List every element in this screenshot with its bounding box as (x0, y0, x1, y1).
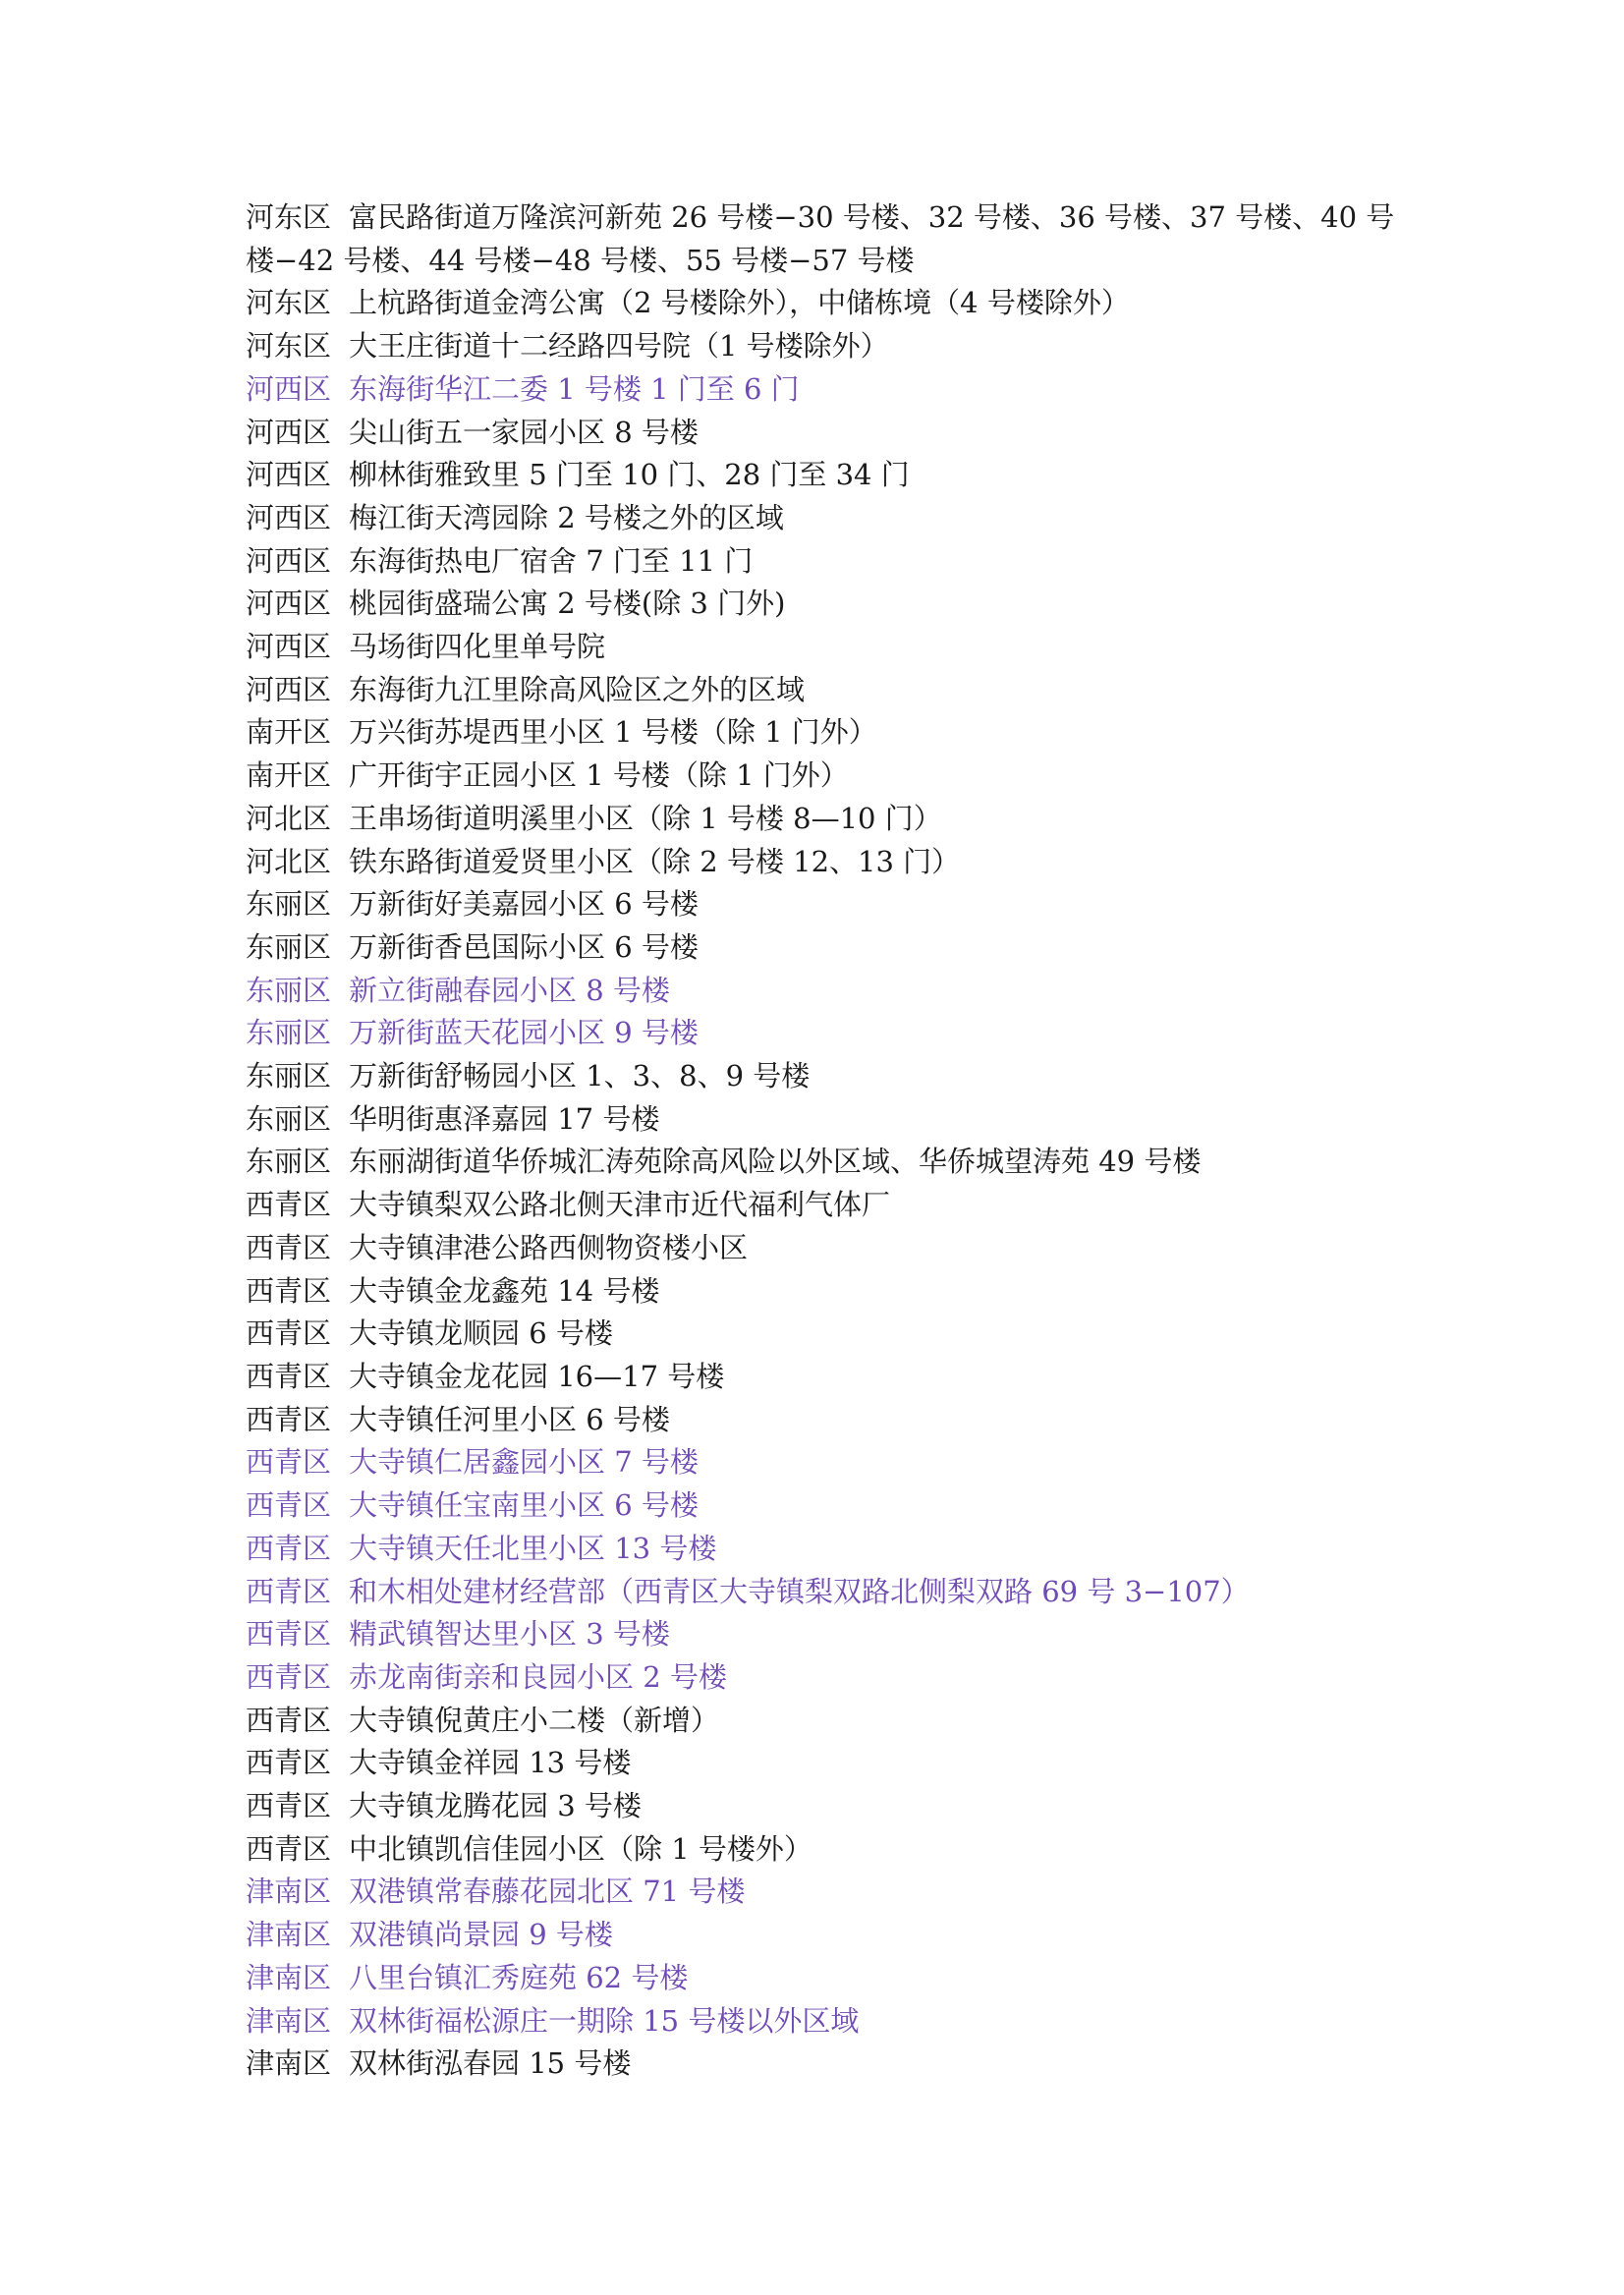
district-name: 津南区 (246, 1875, 332, 1909)
list-item (246, 798, 1395, 841)
list-item (246, 1141, 1395, 1184)
list-item (246, 583, 1395, 626)
list-item (246, 282, 1395, 325)
list-item (246, 1785, 1395, 1828)
district-name: 河东区 (246, 286, 332, 320)
location-text: 东丽湖街道华侨城汇涛苑除高风险以外区域、华侨城望涛苑 49 号楼 (349, 1145, 1202, 1179)
location-text: 双林街福松源庄一期除 15 号楼以外区域 (349, 2003, 860, 2038)
location-text: 富民路街道万隆滨河新苑 26 号楼−30 号楼、32 号楼、36 号楼、37 号楼、40 号楼−42 号楼、44 号楼−48 号楼、55 号楼−57 号楼 (246, 200, 1395, 277)
district-name: 河东区 (246, 329, 332, 364)
district-name: 津南区 (246, 2003, 332, 2038)
list-item (246, 1571, 1395, 1614)
list-item (246, 368, 1395, 412)
location-text: 赤龙南街亲和良园小区 2 号楼 (349, 1659, 727, 1694)
location-text: 东海街热电厂宿舍 7 门至 11 门 (349, 543, 754, 578)
district-name: 河北区 (246, 844, 332, 878)
list-item (246, 755, 1395, 798)
district-name: 西青区 (246, 1531, 332, 1565)
district-location-list (246, 196, 1395, 2086)
list-item (246, 2043, 1395, 2086)
list-item (246, 1441, 1395, 1484)
list-item (246, 325, 1395, 368)
location-text: 大寺镇龙顺园 6 号楼 (349, 1316, 613, 1351)
location-text: 华明街惠泽嘉园 17 号楼 (349, 1101, 660, 1136)
district-name: 西青区 (246, 1659, 332, 1694)
location-text: 大寺镇金龙花园 16—17 号楼 (349, 1359, 725, 1393)
district-name: 东丽区 (246, 929, 332, 964)
district-name: 东丽区 (246, 1101, 332, 1136)
district-name: 西青区 (246, 1574, 332, 1608)
list-item (246, 1012, 1395, 1055)
list-item (246, 1914, 1395, 1957)
district-name: 津南区 (246, 1960, 332, 1994)
location-text: 大寺镇仁居鑫园小区 7 号楼 (349, 1445, 699, 1480)
list-item (246, 711, 1395, 755)
district-name: 西青区 (246, 1703, 332, 1737)
location-text: 大寺镇任宝南里小区 6 号楼 (349, 1488, 699, 1523)
location-text: 大寺镇金祥园 13 号楼 (349, 1746, 632, 1780)
list-item (246, 1356, 1395, 1399)
district-name: 西青区 (246, 1831, 332, 1866)
location-text: 大寺镇梨双公路北侧天津市近代福利气体厂 (349, 1188, 891, 1222)
list-item (246, 626, 1395, 669)
list-item (246, 1184, 1395, 1227)
list-item (246, 540, 1395, 584)
district-name: 西青区 (246, 1617, 332, 1651)
district-name: 河北区 (246, 801, 332, 835)
list-item (246, 497, 1395, 540)
list-item (246, 412, 1395, 455)
location-text: 大寺镇倪黄庄小二楼（新增） (349, 1703, 720, 1737)
location-text: 双港镇尚景园 9 号楼 (349, 1918, 613, 1952)
location-text: 大寺镇金龙鑫苑 14 号楼 (349, 1273, 660, 1308)
location-text: 八里台镇汇秀庭苑 62 号楼 (349, 1960, 689, 1994)
document-page (246, 196, 1395, 2086)
list-item (246, 1742, 1395, 1785)
location-text: 万新街舒畅园小区 1、3、8、9 号楼 (349, 1059, 811, 1093)
location-text: 新立街融春园小区 8 号楼 (349, 973, 670, 1007)
location-text: 大寺镇任河里小区 6 号楼 (349, 1402, 670, 1436)
district-name: 河西区 (246, 630, 332, 664)
list-item (246, 1871, 1395, 1914)
location-text: 万新街好美嘉园小区 6 号楼 (349, 887, 699, 922)
district-name: 西青区 (246, 1746, 332, 1780)
district-name: 西青区 (246, 1316, 332, 1351)
district-name: 东丽区 (246, 973, 332, 1007)
list-item (246, 1313, 1395, 1356)
district-name: 西青区 (246, 1445, 332, 1480)
list-item (246, 1613, 1395, 1656)
list-item (246, 1528, 1395, 1571)
list-item (246, 1484, 1395, 1528)
district-name: 西青区 (246, 1230, 332, 1264)
location-text: 大寺镇津港公路西侧物资楼小区 (349, 1230, 749, 1264)
location-text: 尖山街五一家园小区 8 号楼 (349, 415, 699, 449)
list-item (246, 926, 1395, 970)
list-item (246, 1656, 1395, 1700)
location-text: 铁东路街道爱贤里小区（除 2 号楼 12、13 门） (349, 844, 961, 878)
district-name: 西青区 (246, 1273, 332, 1308)
location-text: 和木相处建材经营部（西青区大寺镇梨双路北侧梨双路 69 号 3−107） (349, 1574, 1250, 1608)
district-name: 南开区 (246, 758, 332, 793)
location-text: 王串场街道明溪里小区（除 1 号楼 8—10 门） (349, 801, 942, 835)
district-name: 河西区 (246, 371, 332, 406)
location-text: 柳林街雅致里 5 门至 10 门、28 门至 34 门 (349, 458, 910, 492)
list-item (246, 1399, 1395, 1442)
list-item (246, 1227, 1395, 1270)
district-name: 东丽区 (246, 1059, 332, 1093)
district-name: 西青区 (246, 1488, 332, 1523)
list-item (246, 1098, 1395, 1142)
location-text: 万新街香邑国际小区 6 号楼 (349, 929, 699, 964)
list-item (246, 970, 1395, 1013)
district-name: 东丽区 (246, 1145, 332, 1179)
district-name: 西青区 (246, 1188, 332, 1222)
location-text: 双林街泓春园 15 号楼 (349, 2046, 632, 2081)
location-text: 东海街九江里除高风险区之外的区域 (349, 672, 806, 706)
district-name: 西青区 (246, 1402, 332, 1436)
district-name: 津南区 (246, 1918, 332, 1952)
list-item (246, 1055, 1395, 1098)
district-name: 东丽区 (246, 1016, 332, 1050)
list-item (246, 669, 1395, 712)
location-text: 万新街蓝天花园小区 9 号楼 (349, 1016, 699, 1050)
list-item (246, 2000, 1395, 2043)
district-name: 河西区 (246, 458, 332, 492)
location-text: 上杭路街道金湾公寓（2 号楼除外），中储栋境（4 号楼除外） (349, 286, 1130, 320)
location-text: 中北镇凯信佳园小区（除 1 号楼外） (349, 1831, 812, 1866)
district-name: 东丽区 (246, 887, 332, 922)
location-text: 大寺镇天任北里小区 13 号楼 (349, 1531, 717, 1565)
location-text: 东海街华江二委 1 号楼 1 门至 6 门 (349, 371, 800, 406)
location-text: 大王庄街道十二经路四号院（1 号楼除外） (349, 329, 889, 364)
district-name: 河西区 (246, 500, 332, 534)
district-name: 西青区 (246, 1789, 332, 1823)
list-item (246, 196, 1395, 282)
district-name: 河西区 (246, 543, 332, 578)
location-text: 梅江街天湾园除 2 号楼之外的区域 (349, 500, 784, 534)
district-name: 河西区 (246, 587, 332, 621)
district-name: 津南区 (246, 2046, 332, 2081)
list-item (246, 883, 1395, 926)
district-name: 河西区 (246, 415, 332, 449)
list-item (246, 454, 1395, 497)
list-item (246, 1700, 1395, 1743)
location-text: 精武镇智达里小区 3 号楼 (349, 1617, 670, 1651)
district-name: 河东区 (246, 200, 332, 234)
location-text: 马场街四化里单号院 (349, 630, 606, 664)
location-text: 大寺镇龙腾花园 3 号楼 (349, 1789, 642, 1823)
list-item (246, 1957, 1395, 2000)
location-text: 双港镇常春藤花园北区 71 号楼 (349, 1875, 746, 1909)
location-text: 桃园街盛瑞公寓 2 号楼(除 3 门外) (349, 587, 786, 621)
district-name: 南开区 (246, 715, 332, 750)
list-item (246, 1828, 1395, 1872)
location-text: 广开街宇正园小区 1 号楼（除 1 门外） (349, 758, 849, 793)
location-text: 万兴街苏堤西里小区 1 号楼（除 1 门外） (349, 715, 877, 750)
list-item (246, 1270, 1395, 1314)
list-item (246, 841, 1395, 884)
district-name: 河西区 (246, 672, 332, 706)
district-name: 西青区 (246, 1359, 332, 1393)
